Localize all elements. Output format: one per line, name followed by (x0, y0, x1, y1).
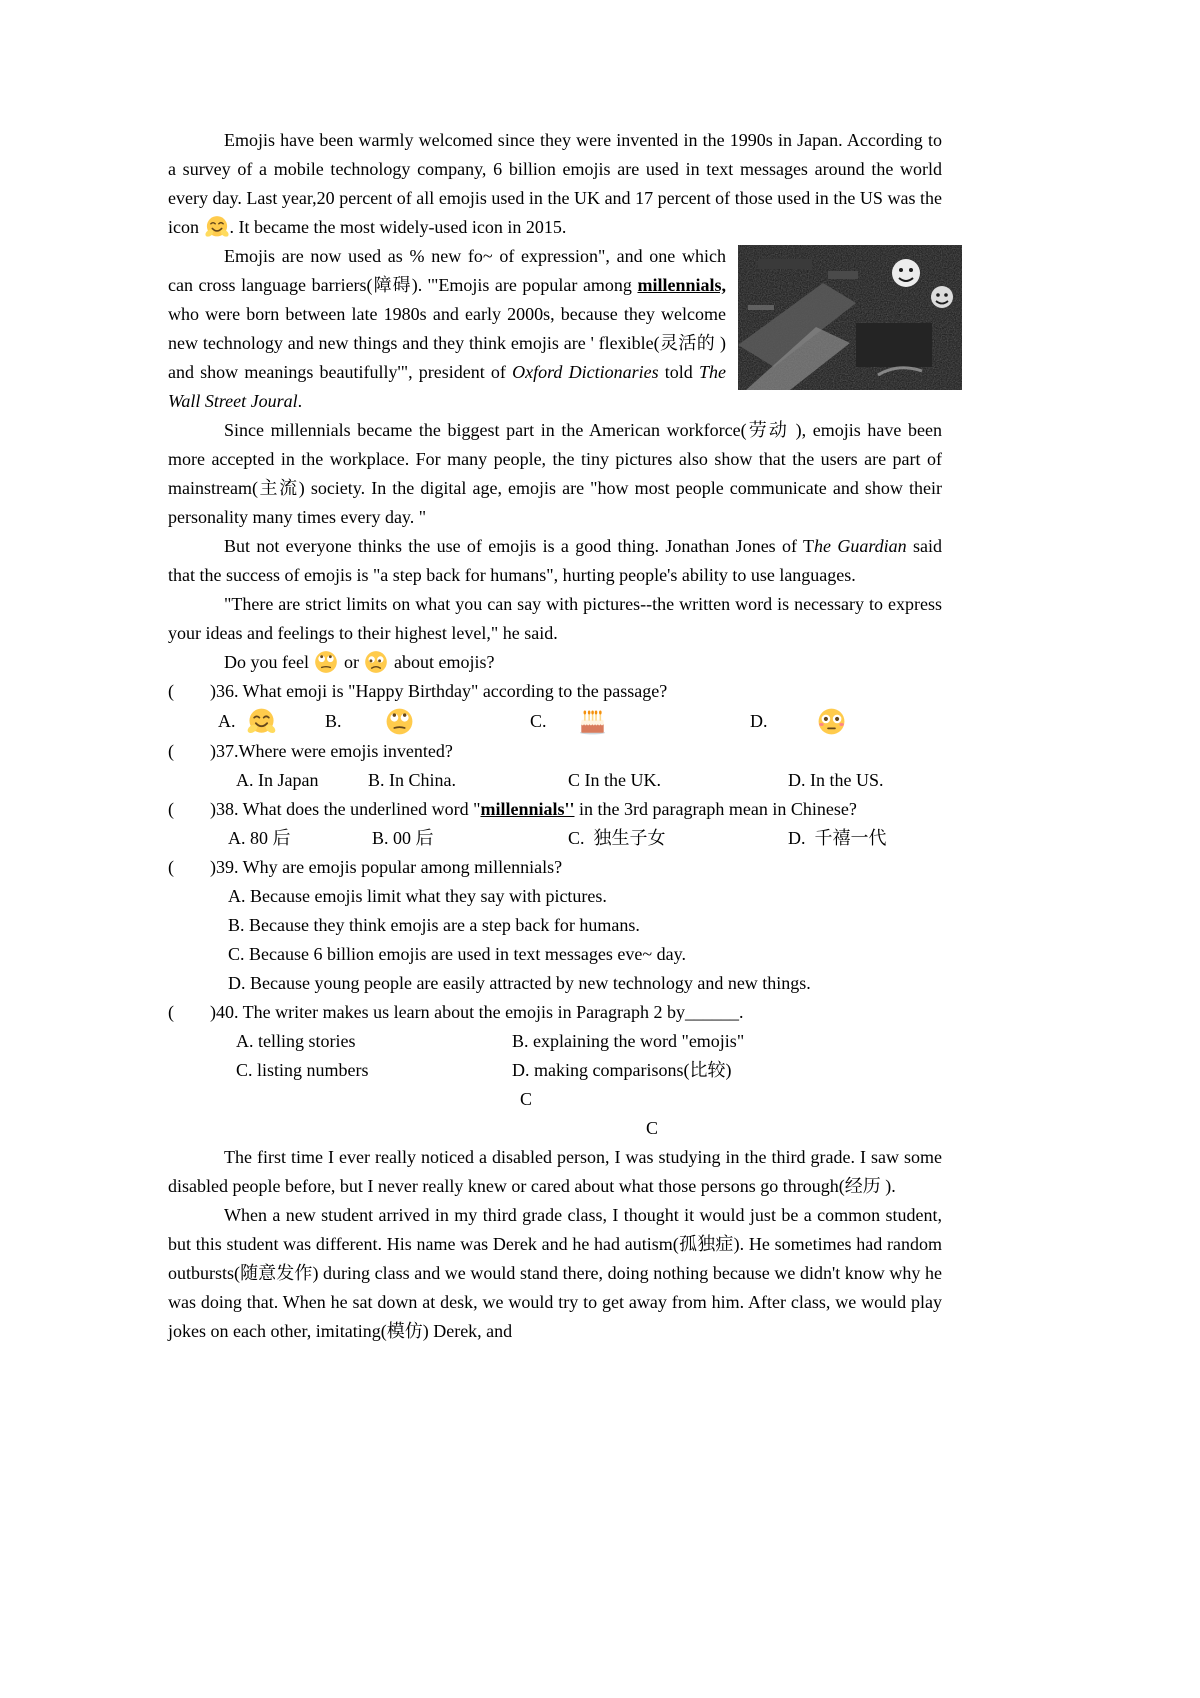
flushed-face-emoji (816, 706, 847, 737)
passage-c-paragraph-2 (168, 1201, 942, 1346)
text-run: who were born between late 1980s and early 2000s, because they welcome new technology and new things and they think emojis are ' flexible(灵活的 ) and show meanings beautifully'", president of (168, 304, 726, 382)
text-run: . It became the most widely-used icon in 2015. (229, 217, 567, 237)
option-40-c: C. listing numbers (236, 1060, 369, 1080)
text-run: Do you feel (224, 652, 314, 672)
question-40-stem (168, 998, 942, 1027)
option-40-a: A. telling stories (236, 1031, 356, 1051)
text-run: ( )37.Where were emojis invented? (168, 741, 453, 761)
rolling-eyes-emoji (313, 649, 339, 675)
question-39-stem (168, 853, 942, 882)
option-38-c: C. 独生子女 (568, 828, 666, 848)
option-text: D. Because young people are easily attracted by new technology and new things. (228, 973, 811, 993)
option-37-b: B. In China. (368, 770, 456, 790)
option-38-d: D. 千禧一代 (788, 828, 887, 848)
option-40-d: D. making comparisons(比较) (512, 1060, 732, 1080)
rolling-eyes-emoji (384, 706, 415, 737)
paragraph-workforce (168, 416, 942, 532)
option-36-d (750, 706, 847, 737)
text-run: Emojis are now used as % new fo~ of expression", and one which can cross language barriers(障碍). '"Emojis are popular among (168, 246, 726, 295)
paragraph-millennials (168, 242, 942, 416)
answer-letter-c (168, 1085, 942, 1114)
italic-wall-street-journal: The Wall Street Joural (168, 362, 726, 411)
paragraph-guardian (168, 532, 942, 590)
option-39-a (168, 882, 942, 911)
paragraph-quote (168, 590, 942, 648)
option-36-b (325, 706, 530, 737)
option-38-b: B. 00 后 (372, 828, 434, 848)
text-run: in the 3rd paragraph mean in Chinese? (574, 799, 857, 819)
option-37-d: D. In the US. (788, 770, 884, 790)
text-run: ( )39. Why are emojis popular among millennials? (168, 857, 563, 877)
text-run: ( )40. The writer makes us learn about the emojis in Paragraph 2 by______. (168, 1002, 744, 1022)
paragraph-do-you-feel (168, 648, 942, 677)
option-39-b (168, 911, 942, 940)
question-40-options-row-2 (168, 1056, 942, 1085)
option-label: B. (325, 711, 342, 731)
option-text: A. Because emojis limit what they say with pictures. (228, 886, 607, 906)
text-run: "There are strict limits on what you can say with pictures--the written word is necessary to express your ideas and feelings to their highest level," he said. (168, 594, 942, 643)
underlined-word-millennials: millennials, (637, 275, 726, 295)
italic-the-guardian: he Guardian (814, 536, 907, 556)
option-text: C. Because 6 billion emojis are used in text messages eve~ day. (228, 944, 686, 964)
question-37-options (168, 766, 942, 795)
text-run: When a new student arrived in my third grade class, I thought it would just be a common student, but this student was different. His name was Derek and he had autism(孤独症). He sometimes had random outbursts(随意发作) during class and we would stand there, doing nothing because we didn't know why he was doing that. When he sat down at desk, we would try to get away from him. After class, we would play jokes on each other, imitating(模仿) Derek, and (168, 1205, 942, 1341)
option-text: B. Because they think emojis are a step back for humans. (228, 915, 640, 935)
birthday-cake-emoji (577, 706, 608, 737)
option-37-a: A. In Japan (236, 770, 319, 790)
text-run: But not everyone thinks the use of emojis is a good thing. Jonathan Jones of T (224, 536, 815, 556)
paragraph-intro (168, 126, 942, 242)
text-run: C (520, 1089, 533, 1109)
text-run: ( )38. What does the underlined word " (168, 799, 481, 819)
question-36-stem (168, 677, 942, 706)
text-run: C (646, 1118, 659, 1138)
question-38-stem (168, 795, 942, 824)
hugging-face-emoji (246, 706, 277, 737)
underlined-word-millennials: millennials'' (480, 799, 575, 819)
sad-face-emoji (363, 649, 389, 675)
text-run: . (297, 391, 303, 411)
text-run: The first time I ever really noticed a disabled person, I was studying in the third grade. I saw some disabled people before, but I never really knew or cared about what those persons go through(经历 ). (168, 1147, 942, 1196)
passage-c-paragraph-1 (168, 1143, 942, 1201)
text-run: said that the success of emojis is "a step back for humans", hurting people's ability to use languages. (168, 536, 942, 585)
text-run: Since millennials became the biggest part in the American workforce(劳动 ), emojis have been more accepted in the workplace. For many people, the tiny pictures also show that the users are part of mainstream(主流) society. In the digital age, emojis are "how most people communicate and show their personality many times every day. " (168, 420, 942, 527)
text-run: told (658, 362, 699, 382)
option-39-d (168, 969, 942, 998)
option-38-a: A. 80 后 (228, 828, 291, 848)
text-run: ( )36. What emoji is "Happy Birthday" according to the passage? (168, 681, 668, 701)
option-36-a (218, 706, 325, 737)
question-40-options-row-1 (168, 1027, 942, 1056)
page-content (168, 126, 942, 1346)
article-photo (738, 245, 962, 390)
option-label: C. (530, 711, 547, 731)
option-40-b: B. explaining the word "emojis" (512, 1031, 745, 1051)
option-39-c (168, 940, 942, 969)
option-36-c (530, 706, 750, 737)
text-run: or (339, 652, 364, 672)
text-run: Emojis have been warmly welcomed since they were invented in the 1990s in Japan. According to a survey of a mobile technology company, 6 billion emojis are used in text messages around the world every day. Last year,20 percent of all emojis used in the UK and 17 percent of those used in the US was the icon (168, 130, 942, 237)
hugging-face-emoji (204, 214, 230, 240)
option-37-c: C In the UK. (568, 770, 661, 790)
option-label: A. (218, 711, 236, 731)
option-label: D. (750, 711, 768, 731)
italic-oxford-dictionaries: Oxford Dictionaries (512, 362, 659, 382)
section-c-heading (168, 1114, 942, 1143)
question-38-options (168, 824, 942, 853)
question-37-stem (168, 737, 942, 766)
question-36-options (168, 706, 942, 737)
text-run: about emojis? (389, 652, 495, 672)
